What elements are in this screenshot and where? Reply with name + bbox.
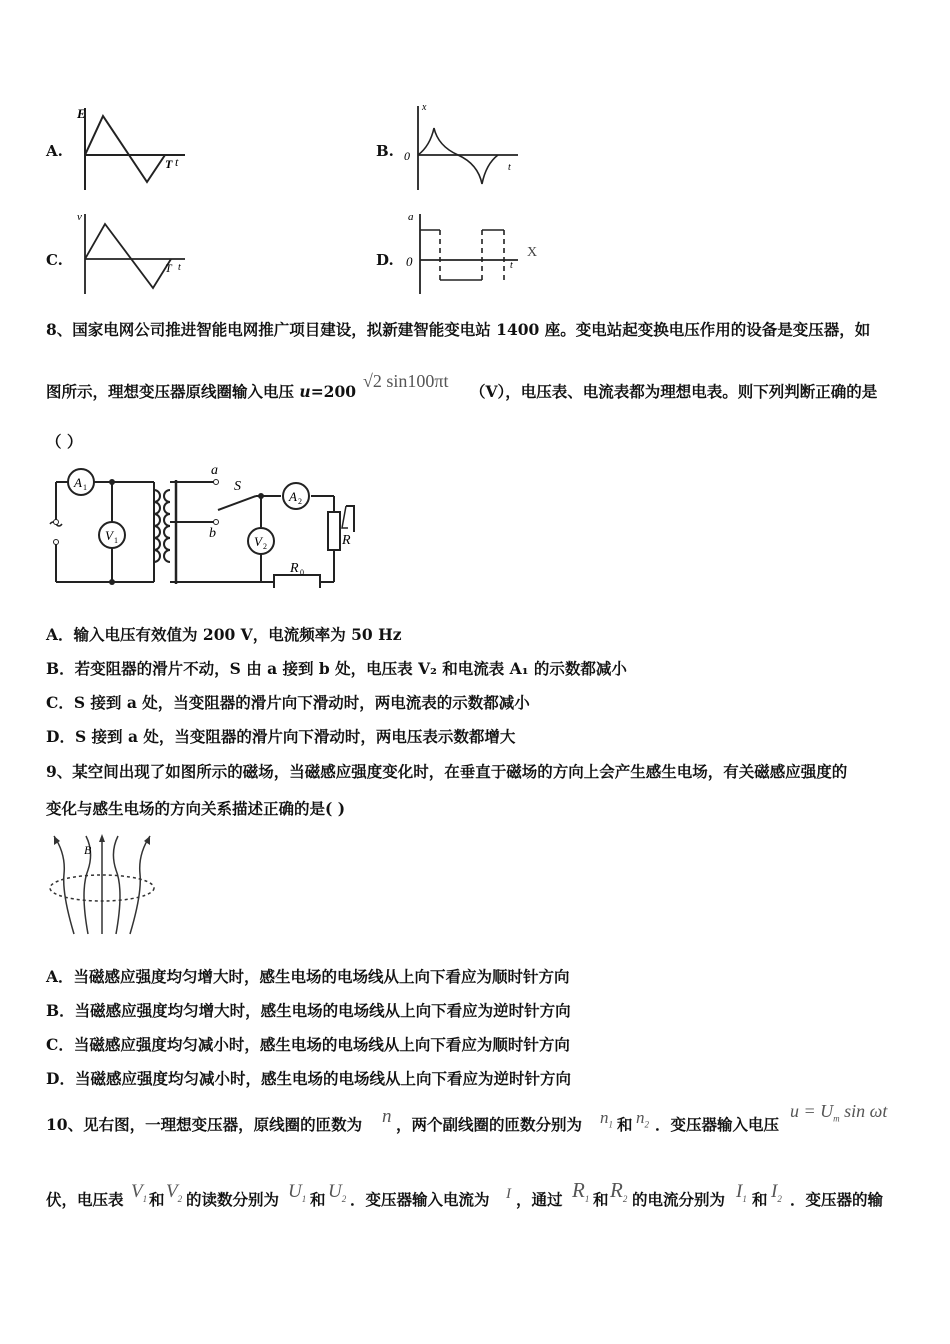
- q7a-axis-y: E: [77, 106, 86, 121]
- q7a-axis-x: t: [175, 155, 179, 169]
- q7-option-a-label: A.: [46, 142, 63, 160]
- q9-line1: 9、某空间出现了如图所示的磁场，当磁感应强度变化时，在垂直于磁场的方向上会产生感生电场，有关磁感应强度的: [46, 762, 848, 781]
- q8-line1: 8、国家电网公司推进智能电网推广项目建设，拟新建智能变电站 1400 座。变电站起变换电压作用的设备是变压器，如: [46, 320, 871, 339]
- q10-line1-a: 10、见右图，一理想变压器，原线圈的匝数为: [46, 1115, 363, 1134]
- q10-line2-a: 伏，电压表: [46, 1190, 124, 1209]
- q7c-axis-x: t: [178, 262, 181, 273]
- q8-option-c: C．S 接到 a 处，当变阻器的滑片向下滑动时，两电流表的示数都减小: [46, 693, 530, 712]
- q7-graph-d: [400, 206, 545, 298]
- q10-line2-d: ，通过: [516, 1190, 563, 1209]
- q10-v2: $V_2$: [166, 1181, 183, 1204]
- q7d-axis-y: a: [408, 211, 414, 223]
- circuit-a-terminal: a: [211, 463, 218, 478]
- q8-line2: 图所示，理想变压器原线圈输入电压 u=200: [46, 382, 357, 401]
- circuit-a1: A: [74, 475, 82, 490]
- circuit-b-terminal: b: [209, 526, 216, 541]
- q7c-tick: T: [165, 261, 172, 275]
- q9-option-d: D．当磁感应强度均匀减小时，感生电场的电场线从上向下看应为逆时针方向: [46, 1069, 571, 1088]
- q8-voltage-formula: √2 sin100πt: [363, 371, 449, 391]
- circuit-v2-sub: 2: [263, 542, 267, 551]
- q9-option-b: B．当磁感应强度均匀增大时，感生电场的电场线从上向下看应为逆时针方向: [46, 1001, 571, 1020]
- circuit-v2: V: [254, 534, 262, 549]
- circuit-a1-sub: 1: [83, 483, 87, 492]
- q10-line1-b: ，两个副线圈的匝数分别为: [396, 1115, 583, 1134]
- q7-option-c-label: C.: [46, 251, 63, 269]
- q7d-origin: 0: [406, 254, 413, 269]
- q7d-mark: X: [527, 245, 538, 260]
- q10-line2-c: ．变压器输入电流为: [350, 1190, 490, 1209]
- q7a-tick: T: [165, 157, 173, 171]
- q7b-origin: 0: [404, 149, 410, 163]
- q10-n1: $n_1$: [600, 1108, 613, 1130]
- q10-u2: $U_2$: [328, 1181, 347, 1204]
- q9-option-a: A．当磁感应强度均匀增大时，感生电场的电场线从上向下看应为顺时针方向: [46, 967, 570, 986]
- circuit-rheostat: R: [342, 533, 351, 548]
- q10-line1-c: ．变压器输入电压: [655, 1115, 780, 1134]
- q10-line2-b: 的读数分别为: [186, 1190, 280, 1209]
- q7d-axis-x: t: [510, 260, 513, 271]
- q10-n: n: [382, 1106, 392, 1127]
- q7b-axis-x: t: [508, 162, 511, 173]
- q7-option-d-label: D.: [376, 251, 394, 269]
- q7-option-b-label: B.: [376, 142, 394, 160]
- q10-line2-e: 的电流分别为: [632, 1190, 726, 1209]
- circuit-r0-sub: 0: [300, 568, 304, 577]
- q10-and-2: 和: [149, 1190, 165, 1209]
- q8-option-d: D．S 接到 a 处，当变阻器的滑片向下滑动时，两电压表示数都增大: [46, 727, 516, 746]
- circuit-a2-sub: 2: [298, 497, 302, 506]
- q10-line2-f: ．变压器的输: [790, 1190, 884, 1209]
- q7-graph-c: [75, 208, 190, 298]
- q8-option-a: A．输入电压有效值为 200 V，电流频率为 50 Hz: [46, 625, 402, 644]
- q10-r1: $R_1$: [572, 1178, 590, 1205]
- q10-and-3: 和: [310, 1190, 326, 1209]
- q9-magnetic-field-figure: [44, 830, 164, 938]
- q9-figure-label: B: [84, 843, 92, 857]
- q9-line2: 变化与感生电场的方向关系描述正确的是( ): [46, 799, 346, 818]
- q10-input-voltage-formula: $u = U_m$ sin ωt: [790, 1101, 888, 1124]
- circuit-switch: S: [234, 479, 241, 494]
- q10-i: I: [506, 1186, 511, 1202]
- q7b-axis-y: x: [422, 102, 427, 113]
- q10-i1: $I_1$: [736, 1181, 747, 1204]
- q7-graph-b: [400, 100, 525, 195]
- circuit-v1-sub: 1: [114, 536, 118, 545]
- q10-and-5: 和: [752, 1190, 768, 1209]
- q10-u1: $U_1$: [288, 1181, 307, 1204]
- circuit-v1: V: [105, 528, 113, 543]
- q10-i2: $I_2$: [771, 1181, 782, 1204]
- q10-r2: $R_2$: [610, 1178, 628, 1205]
- q8-option-b: B．若变阻器的滑片不动，S 由 a 接到 b 处，电压表 V₂ 和电流表 A₁ 的示数都减小: [46, 659, 627, 678]
- q10-v1: $V_1$: [131, 1181, 148, 1204]
- q10-and-1: 和: [617, 1115, 633, 1134]
- q9-option-c: C．当磁感应强度均匀减小时，感生电场的电场线从上向下看应为顺时针方向: [46, 1035, 570, 1054]
- circuit-a2: A: [289, 489, 297, 504]
- q8-paren: （ ）: [46, 432, 83, 451]
- circuit-r0: R: [290, 561, 299, 576]
- q8-line2-tail: （V），电压表、电流表都为理想电表。则下列判断正确的是: [470, 382, 878, 401]
- q7-graph-a: [75, 104, 190, 194]
- q8-circuit-diagram: [46, 462, 366, 588]
- q10-and-4: 和: [593, 1190, 609, 1209]
- q10-n2: $n_2$: [636, 1108, 649, 1130]
- q7c-axis-y: v: [77, 211, 82, 223]
